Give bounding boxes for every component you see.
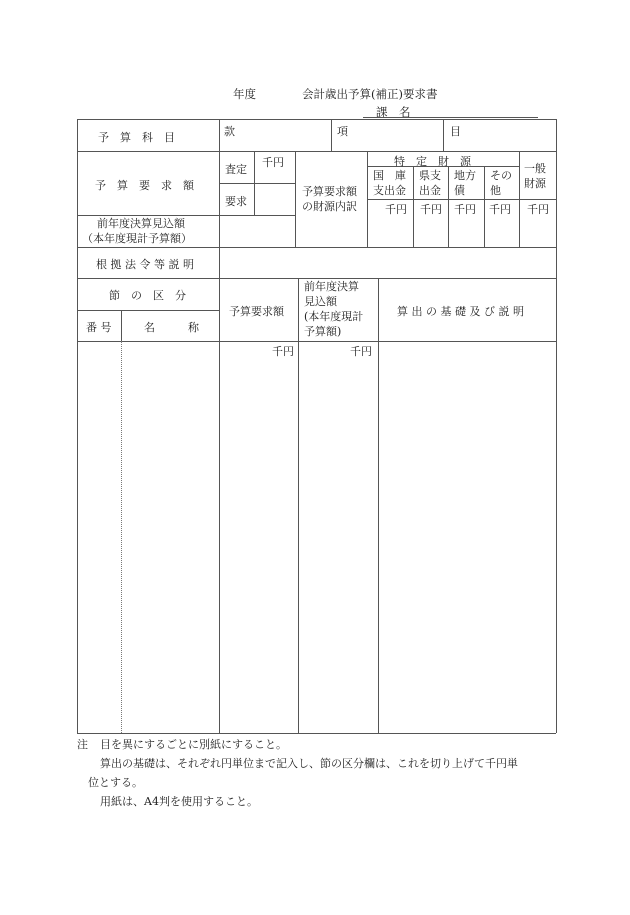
local-bond-label-2: 債 xyxy=(454,184,465,197)
note-line-1: 目を異にするごとに別紙にすること。 xyxy=(100,738,287,751)
budget-item-label: 予 算 科 目 xyxy=(98,131,175,144)
section-name-underline xyxy=(363,117,538,118)
prev-estimate-label-1: 前年度決算見込額 xyxy=(97,217,185,230)
column-line xyxy=(254,151,255,215)
table-top-border xyxy=(77,119,556,120)
row-line xyxy=(77,341,556,342)
row-line xyxy=(367,199,556,200)
fund-breakdown-label-2: の財源内訳 xyxy=(302,200,357,213)
column-line xyxy=(219,119,220,733)
note-line-3: 位とする。 xyxy=(88,776,143,789)
note-line-2: 算出の基礎は、それぞれ円単位まで記入し、節の区分欄は、これを切り上げて千円単 xyxy=(100,757,518,770)
assessed-unit: 千円 xyxy=(262,156,284,169)
column-line xyxy=(484,166,485,247)
local-bond-unit: 千円 xyxy=(454,203,476,216)
assessed-label: 査定 xyxy=(225,163,247,176)
column-line xyxy=(298,278,299,733)
row-line xyxy=(219,183,295,184)
col-request-unit: 千円 xyxy=(272,345,294,358)
col-prev-label-1: 前年度決算 xyxy=(304,280,359,293)
form-title: 会計歳出予算(補正)要求書 xyxy=(302,87,438,101)
section-division-label: 節 の 区 分 xyxy=(109,289,186,302)
fund-breakdown-label-1: 予算要求額 xyxy=(302,185,357,198)
moku-label: 目 xyxy=(450,125,461,138)
prefecture-label-2: 出金 xyxy=(419,184,441,197)
national-treasury-label-1: 国 庫 xyxy=(373,169,406,182)
column-line xyxy=(295,151,296,247)
general-funds-label-1: 一般 xyxy=(524,162,546,175)
row-line xyxy=(77,247,556,248)
column-line xyxy=(443,119,444,151)
col-basis-label: 算 出 の 基 礎 及 び 説 明 xyxy=(397,305,524,318)
note-line-4: 用紙は、A4判を使用すること。 xyxy=(100,795,258,808)
prev-estimate-label-2: （本年度現計予算額） xyxy=(82,232,192,245)
other-label-2: 他 xyxy=(490,184,501,197)
column-line xyxy=(367,151,368,247)
table-bottom-border xyxy=(77,733,556,734)
column-line xyxy=(331,119,332,151)
prefecture-unit: 千円 xyxy=(420,203,442,216)
national-unit: 千円 xyxy=(385,203,407,216)
column-line xyxy=(448,166,449,247)
col-prev-label-2: 見込額 xyxy=(304,295,337,308)
column-line xyxy=(378,278,379,733)
column-line xyxy=(121,310,122,341)
col-prev-unit: 千円 xyxy=(350,345,372,358)
general-unit: 千円 xyxy=(527,203,549,216)
general-funds-label-2: 財源 xyxy=(524,177,546,190)
col-request-label: 予算要求額 xyxy=(229,305,284,318)
local-bond-label-1: 地方 xyxy=(454,169,476,182)
row-line xyxy=(77,151,556,152)
row-line xyxy=(77,310,219,311)
requested-label: 要求 xyxy=(225,195,247,208)
legal-basis-label: 根 拠 法 令 等 説 明 xyxy=(96,258,194,271)
fiscal-year-label: 年度 xyxy=(233,87,256,101)
col-prev-label-3: (本年度現計 xyxy=(304,310,364,323)
row-line xyxy=(219,215,295,216)
prefecture-label-1: 県支 xyxy=(419,169,441,182)
special-funds-label: 特 定 財 源 xyxy=(394,155,471,168)
column-line xyxy=(413,166,414,247)
section-name-label: 課 名 xyxy=(376,105,411,119)
request-amount-label: 予 算 要 求 額 xyxy=(95,179,194,192)
col-prev-label-4: 予算額) xyxy=(304,325,342,338)
number-name-divider-dotted xyxy=(121,341,122,733)
number-label: 番 号 xyxy=(86,321,112,334)
other-label-1: その xyxy=(490,169,512,182)
national-treasury-label-2: 支出金 xyxy=(373,184,406,197)
table-right-border xyxy=(556,119,557,733)
name-label: 名 称 xyxy=(144,321,199,334)
other-unit: 千円 xyxy=(489,203,511,216)
column-line xyxy=(519,151,520,247)
kou-label: 項 xyxy=(337,125,348,138)
table-left-border xyxy=(77,119,78,733)
notes-block xyxy=(77,735,88,754)
notes-prefix: 注 xyxy=(77,738,88,751)
kan-label: 款 xyxy=(224,125,235,138)
